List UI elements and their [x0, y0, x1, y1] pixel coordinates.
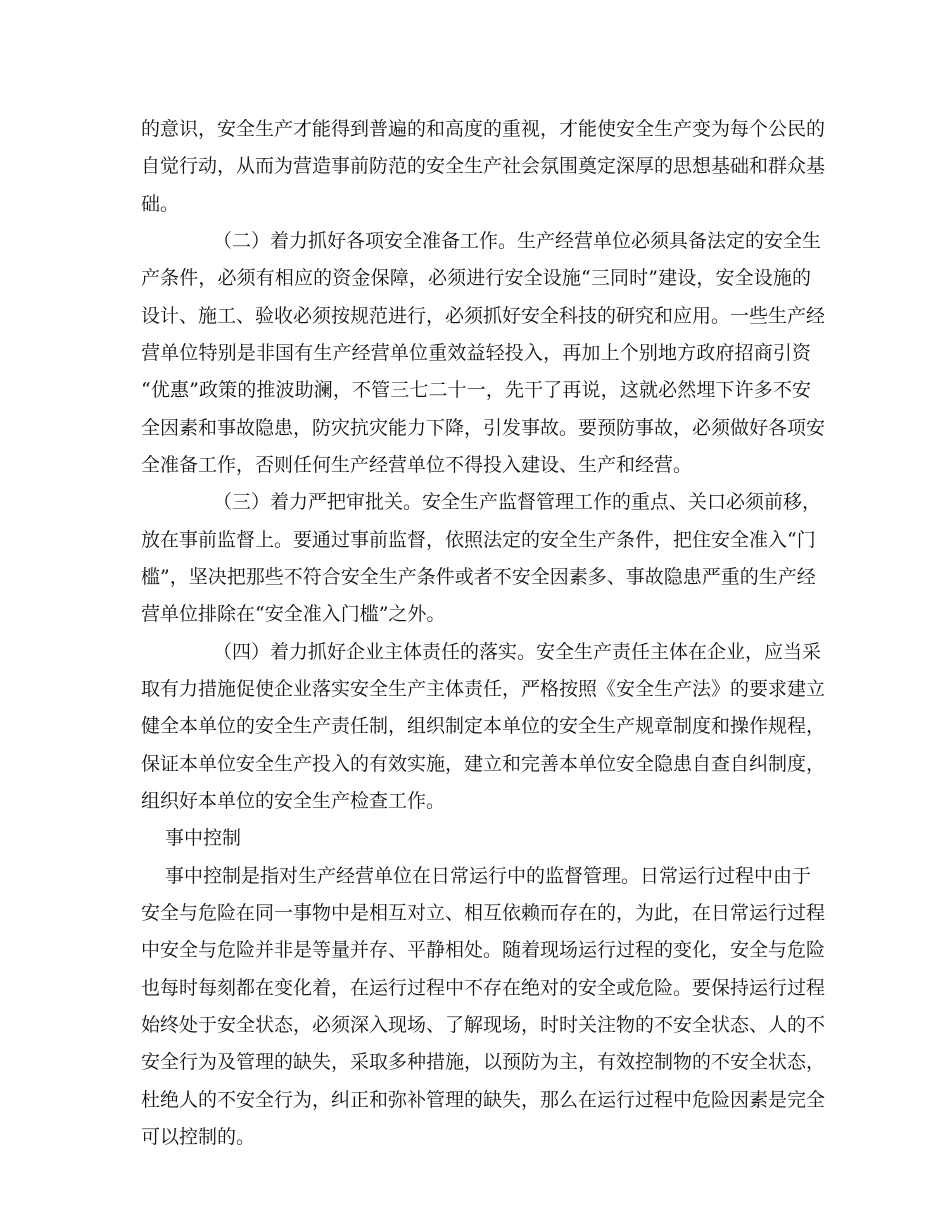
text-line: 营单位排除在“安全准入门槛”之外。 — [141, 603, 446, 625]
text-line: 安全行为及管理的缺失，采取多种措施，以预防为主，有效控制物的不安全状态， — [141, 1051, 826, 1073]
text-line: 全准备工作，否则任何生产经营单位不得投入建设、生产和经营。 — [141, 454, 693, 476]
text-line: 产条件，必须有相应的资金保障，必须进行安全设施“三同时”建设，安全设施的 — [141, 267, 811, 289]
text-line: （三）着力严把审批关。安全生产监督管理工作的重点、关口必须前移， — [213, 491, 822, 513]
text-line: （二）着力抓好各项安全准备工作。生产经营单位必须具备法定的安全生 — [213, 230, 822, 252]
text-line: 营单位特别是非国有生产经营单位重效益轻投入，再加上个别地方政府招商引资 — [141, 342, 811, 364]
text-line: 取有力措施促使企业落实安全生产主体责任，严格按照《安全生产法》的要求建立 — [141, 678, 826, 700]
text-line: 组织好本单位的安全生产检查工作。 — [141, 790, 446, 812]
text-line: 的意识，安全生产才能得到普遍的和高度的重视，才能使安全生产变为每个公民的 — [141, 118, 826, 140]
text-line: 中安全与危险并非是等量并存、平静相处。随着现场运行过程的变化，安全与危险 — [141, 939, 826, 961]
text-line: 保证本单位安全生产投入的有效实施，建立和完善本单位安全隐患自查自纠制度， — [141, 753, 826, 775]
text-line: 健全本单位的安全生产责任制，组织制定本单位的安全生产规章制度和操作规程， — [141, 715, 826, 737]
text-line: “优惠”政策的推波助澜，不管三七二十一，先干了再说，这就必然埋下许多不安 — [141, 379, 811, 401]
text-line: （四）着力抓好企业主体责任的落实。安全生产责任主体在企业，应当采 — [213, 641, 822, 663]
text-line: 放在事前监督上。要通过事前监督，依照法定的安全生产条件，把住安全准入“门 — [141, 529, 816, 551]
text-line: 事中控制是指对生产经营单位在日常运行中的监督管理。日常运行过程中由于 — [165, 865, 812, 887]
section-heading: 事中控制 — [165, 827, 242, 849]
text-line: 槛”，坚决把那些不符合安全生产条件或者不安全因素多、事故隐患严重的生产经 — [141, 566, 816, 588]
text-line: 也每时每刻都在变化着，在运行过程中不存在绝对的安全或危险。要保持运行过程 — [141, 977, 826, 999]
text-line: 全因素和事故隐患，防灾抗灾能力下降，引发事故。要预防事故，必须做好各项安 — [141, 417, 826, 439]
text-line: 可以控制的。 — [141, 1126, 256, 1148]
text-line: 安全与危险在同一事物中是相互对立、相互依赖而存在的，为此，在日常运行过程 — [141, 902, 826, 924]
text-line: 始终处于安全状态，必须深入现场、了解现场，时时关注物的不安全状态、人的不 — [141, 1014, 826, 1036]
text-line: 设计、施工、验收必须按规范进行，必须抓好安全科技的研究和应用。一些生产经 — [141, 305, 826, 327]
text-line: 础。 — [141, 193, 180, 215]
text-line: 杜绝人的不安全行为，纠正和弥补管理的缺失，那么在运行过程中危险因素是完全 — [141, 1089, 826, 1111]
text-line: 自觉行动，从而为营造事前防范的安全生产社会氛围奠定深厚的思想基础和群众基 — [141, 155, 826, 177]
